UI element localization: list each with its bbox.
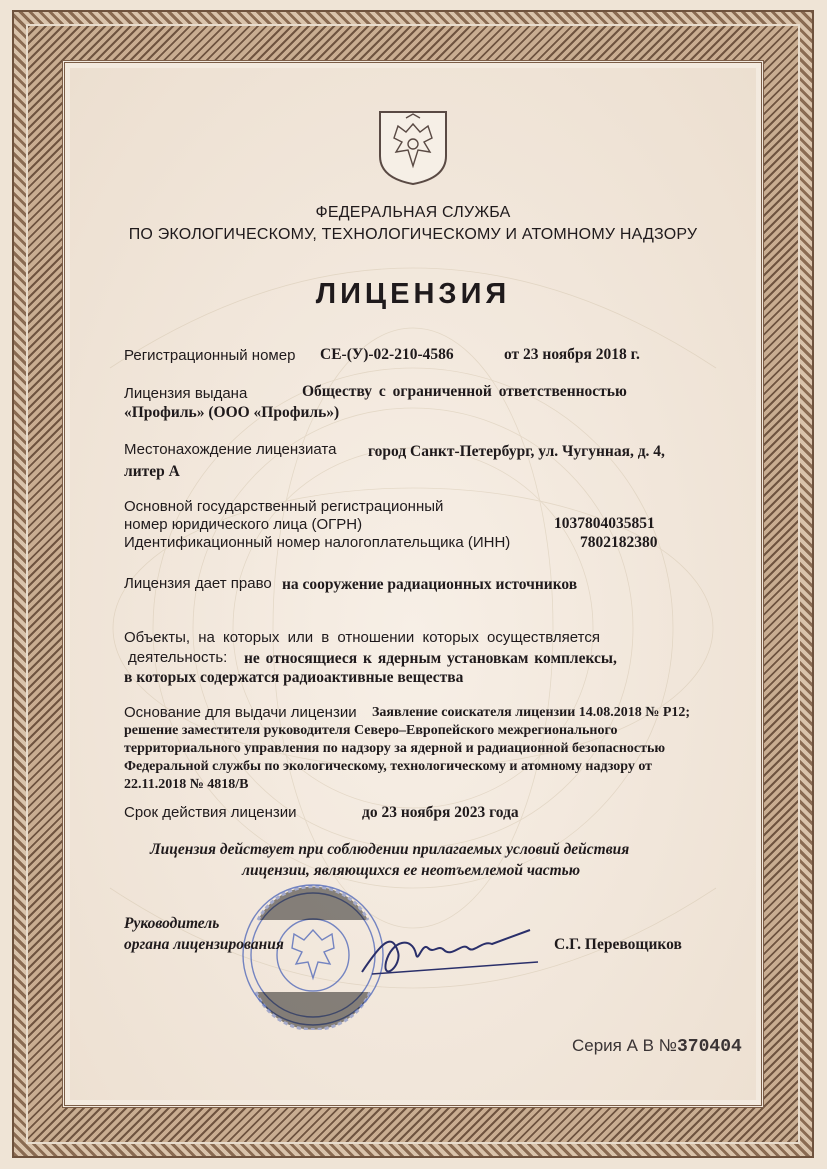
issued-to-line2: «Профиль» (ООО «Профиль»)	[124, 404, 340, 421]
ministry-name-line2: ПО ЭКОЛОГИЧЕСКОМУ, ТЕХНОЛОГИЧЕСКОМУ И АТОМНОМУ НАДЗОРУ	[128, 226, 698, 243]
objects-value-line2: в которых содержатся радиоактивные вещества	[124, 669, 464, 686]
basis-line1: Заявление соискателя лицензии 14.08.2018 № Р12;	[372, 705, 691, 720]
basis-line5: 22.11.2018 № 4818/В	[124, 777, 249, 792]
coat-of-arms-icon	[376, 108, 450, 186]
registration-date: от 23 ноября 2018 г.	[504, 346, 640, 363]
ogrn-value: 1037804035851	[554, 515, 655, 532]
signature	[352, 922, 542, 992]
inn-value: 7802182380	[580, 534, 658, 551]
registration-number: СЕ-(У)-02-210-4586	[320, 346, 454, 363]
issued-to-line1: Обществу с ограниченной ответственностью	[302, 383, 627, 400]
signatory-name: С.Г. Перевощиков	[554, 936, 682, 953]
signatory-role-line1: Руководитель	[124, 915, 220, 932]
conditions-line2: лицензии, являющихся ее неотъемлемой частью	[242, 862, 581, 879]
ministry-name-line1: ФЕДЕРАЛЬНАЯ СЛУЖБА	[315, 204, 511, 221]
registration-label: Регистрационный номер	[124, 347, 296, 364]
series-value: 370404	[676, 1037, 742, 1057]
issued-to-label: Лицензия выдана	[124, 385, 248, 402]
objects-label-line2: деятельность:	[128, 649, 228, 666]
license-right-value: на сооружение радиационных источников	[282, 576, 578, 593]
basis-label: Основание для выдачи лицензии	[124, 704, 357, 721]
basis-line3: территориального управления по надзору за ядерной и радиационной безопасностью	[124, 741, 666, 756]
validity-value: до 23 ноября 2023 года	[362, 804, 519, 821]
basis-line4: Федеральной службы по экологическому, технологическому и атомному надзору от	[124, 759, 653, 774]
license-right-label: Лицензия дает право	[124, 575, 272, 592]
location-label: Местонахождение лицензиата	[124, 441, 337, 458]
objects-value-line1: не относящиеся к ядерным установкам комплексы,	[244, 650, 617, 667]
location-line2: литер А	[124, 463, 180, 480]
document-title: ЛИЦЕНЗИЯ	[315, 278, 511, 310]
series-label: Серия А В №	[572, 1036, 677, 1055]
conditions-line1: Лицензия действует при соблюдении прилагаемых условий действия	[150, 841, 630, 858]
basis-line2: решение заместителя руководителя Северо–Европейского межрегионального	[124, 723, 618, 738]
objects-label-line1: Объекты, на которых или в отношении которых осуществляется	[124, 629, 600, 646]
ogrn-label-line2: номер юридического лица (ОГРН)	[124, 516, 363, 533]
validity-label: Срок действия лицензии	[124, 804, 297, 821]
inn-label: Идентификационный номер налогоплательщика (ИНН)	[124, 534, 511, 551]
series-number	[572, 1036, 742, 1057]
signatory-role-line2: органа лицензирования	[124, 936, 284, 953]
ogrn-label-line1: Основной государственный регистрационный	[124, 498, 444, 515]
location-line1: город Санкт-Петербург, ул. Чугунная, д. 4,	[368, 443, 665, 460]
